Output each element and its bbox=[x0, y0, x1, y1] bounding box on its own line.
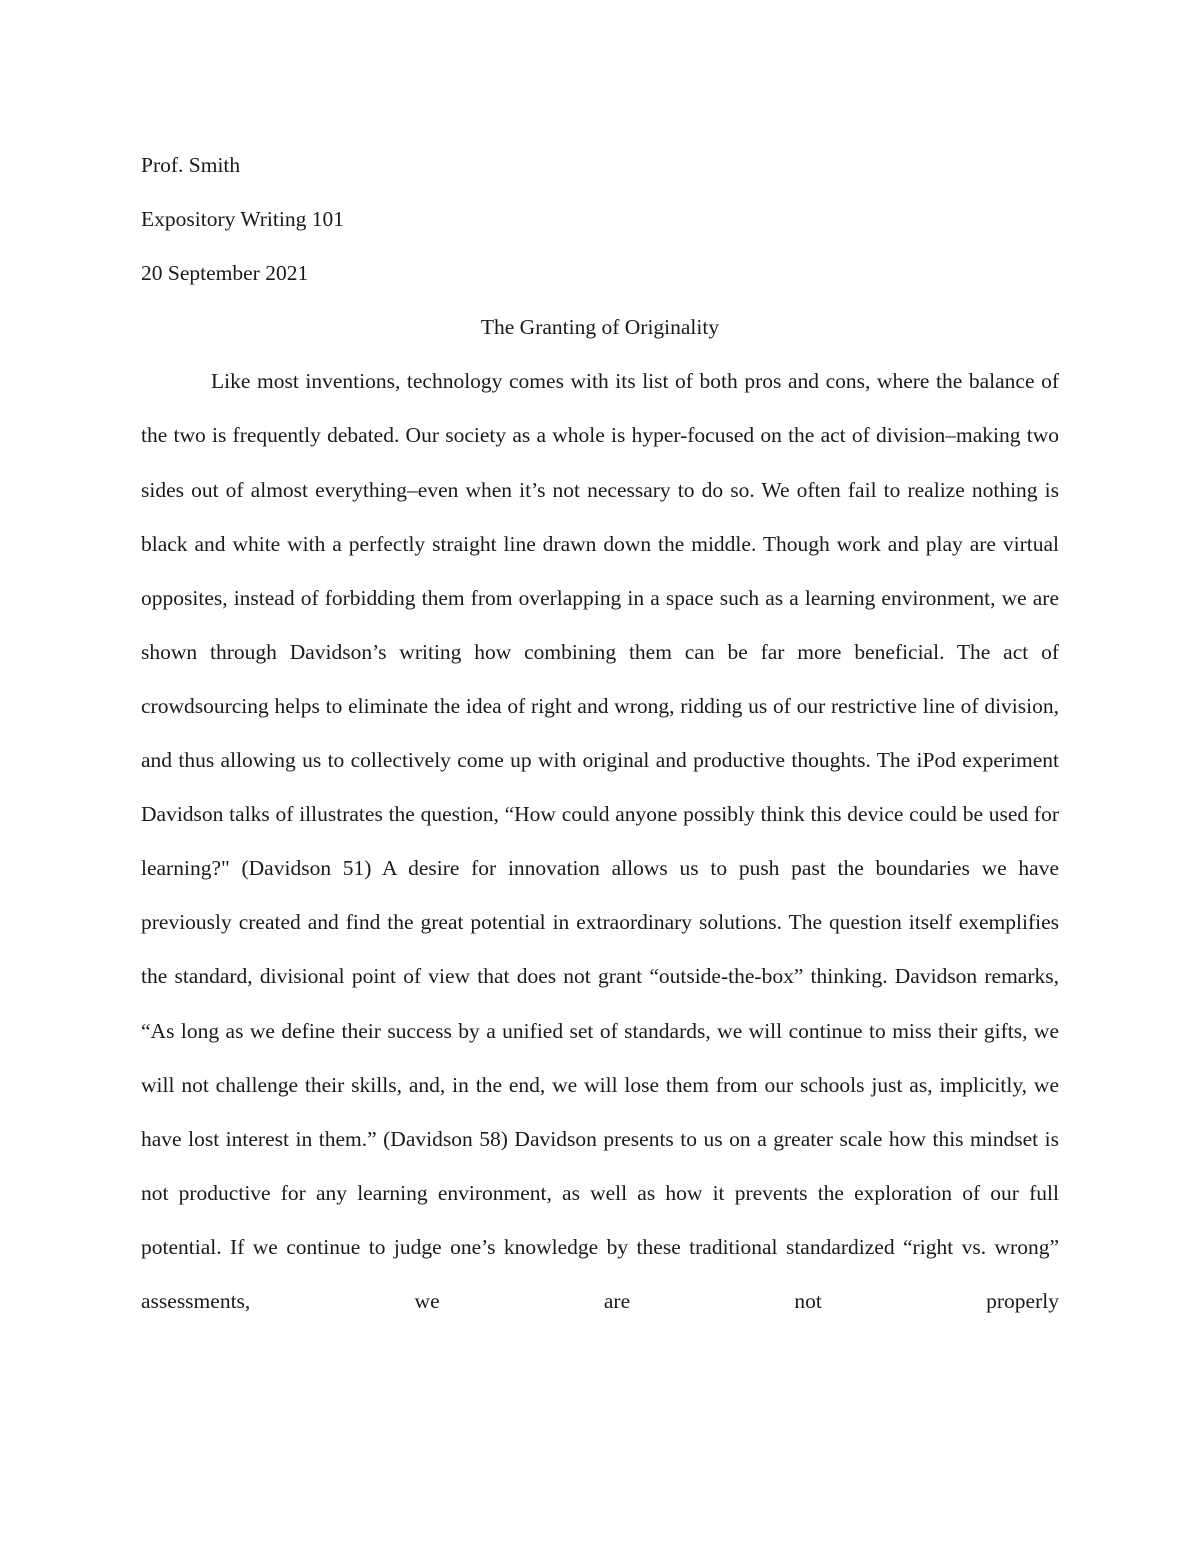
body-paragraph: Like most inventions, technology comes with its list of both pros and cons, where the balance of the two is frequently debated. Our society as a whole is hyper-focused on the act of division–making two sides out of almost everything–even when it’s not necessary to do so. We often fail to realize nothing is black and white with a perfectly straight line drawn down the middle. Though work and play are virtual opposites, instead of forbidding them from overlapping in a space such as a learning environment, we are shown through Davidson’s writing how combining them can be far more beneficial. The act of crowdsourcing helps to eliminate the idea of right and wrong, ridding us of our restrictive line of division, and thus allowing us to collectively come up with original and productive thoughts. The iPod experiment Davidson talks of illustrates the question, “How could anyone possibly think this device could be used for learning?" (Davidson 51) A desire for innovation allows us to push past the boundaries we have previously created and find the great potential in extraordinary solutions. The question itself exemplifies the standard, divisional point of view that does not grant “outside-the-box” thinking. Davidson remarks, “As long as we define their success by a unified set of standards, we will continue to miss their gifts, we will not challenge their skills, and, in the end, we will lose them from our schools just as, implicitly, we have lost interest in them.” (Davidson 58) Davidson presents to us on a greater scale how this mindset is not productive for any learning environment, as well as how it prevents the exploration of our full potential. If we continue to judge one’s knowledge by these traditional standardized “right vs. wrong” assessments, we are not properly bbox=[141, 369, 1059, 1313]
essay-title: The Granting of Originality bbox=[480, 315, 720, 340]
essay-date: 20 September 2021 bbox=[141, 261, 309, 286]
course-name: Expository Writing 101 bbox=[141, 207, 344, 232]
instructor-name: Prof. Smith bbox=[141, 153, 241, 177]
document-text bbox=[141, 138, 1059, 1328]
